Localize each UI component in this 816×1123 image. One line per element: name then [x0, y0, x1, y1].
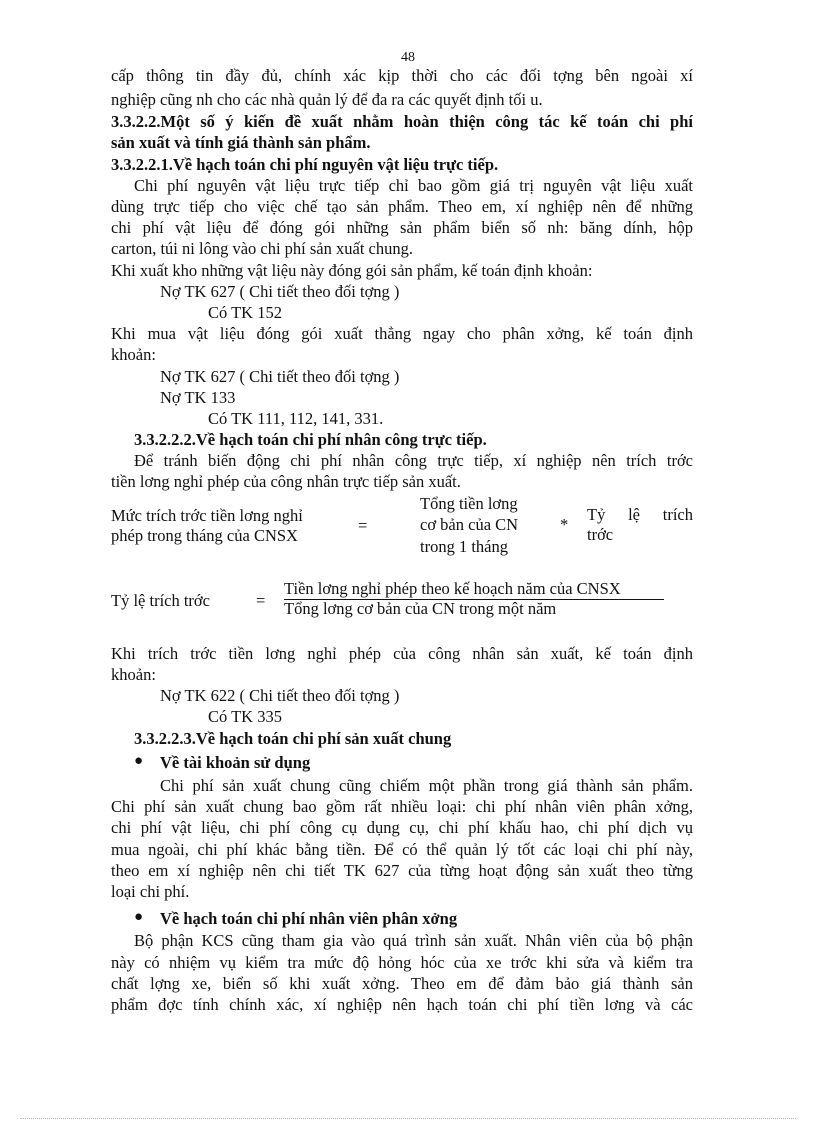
formula-term: trớc [587, 525, 614, 544]
journal-entry: Nợ TK 627 ( Chi tiết theo đối tợng ) [160, 367, 400, 386]
formula-term: cơ bản của CN [420, 515, 519, 534]
fraction-denominator: Tổng lơng cơ bản của CN trong một năm [284, 599, 557, 618]
text-line: chi phí vật liệu để đóng gói những sản phẩm biển số nh: băng dính, hộp [111, 218, 693, 237]
section-heading: sản xuất và tính giá thành sản phẩm. [111, 133, 371, 152]
text-line: theo em xí nghiệp nên chi tiết TK 627 của từng hoạt động sản xuất theo từng [111, 861, 693, 880]
section-heading: 3.3.2.2.Một số ý kiến đề xuất nhằm hoàn thiện công tác kế toán chi phí [111, 112, 693, 131]
text-line: Chi phí sản xuất chung cũng chiếm một phần trong giá thành sản phẩm. [160, 776, 693, 795]
subsection-heading: 3.3.2.2.1.Về hạch toán chi phí nguyên vật liệu trực tiếp. [111, 155, 499, 174]
text-line: này có nhiệm vụ kiểm tra mức độ hỏng hóc của xe trớc khi sửa và kiểm tra [111, 953, 693, 972]
text-line: chất lợng xe, biển số khi xuất xởng. Theo em để đảm bảo giá thành sản [111, 974, 693, 993]
journal-entry: Nợ TK 133 [160, 388, 236, 407]
text-line: Chi phí nguyên vật liệu trực tiếp chỉ bao gồm giá trị nguyên vật liệu xuất [134, 176, 693, 195]
multiply-sign: * [560, 515, 569, 534]
text-line: loại chi phí. [111, 882, 190, 901]
page-number: 48 [401, 50, 415, 65]
journal-entry: Nợ TK 627 ( Chi tiết theo đối tợng ) [160, 282, 400, 301]
text-line: nghiệp cũng nh cho các nhà quản lý để đa ra các quyết định tối u. [111, 90, 543, 109]
text-line: Chi phí sản xuất chung bao gồm rất nhiều loại: chi phí nhân viên phân xởng, [111, 797, 693, 816]
text-line: Để tránh biến động chi phí nhân công trực tiếp, xí nghiệp nên trích trớc [134, 451, 693, 470]
text-line: khoản: [111, 665, 156, 684]
text-line: dùng trực tiếp cho việc chế tạo sản phẩm. Theo em, xí nghiệp nên để những [111, 197, 693, 216]
text-line: cấp thông tin đầy đủ, chính xác kịp thời cho các đối tợng bên ngoài xí [111, 66, 693, 85]
subsection-heading: 3.3.2.2.2.Về hạch toán chi phí nhân công trực tiếp. [134, 430, 487, 449]
journal-entry: Có TK 335 [208, 707, 282, 726]
subsection-heading: 3.3.2.2.3.Về hạch toán chi phí sản xuất chung [134, 729, 452, 748]
page-bottom-border [20, 1118, 796, 1119]
journal-entry: Có TK 111, 112, 141, 331. [208, 409, 384, 428]
formula-term: trong 1 tháng [420, 537, 508, 556]
journal-entry: Có TK 152 [208, 303, 282, 322]
text-line: Bộ phận KCS cũng tham gia vào quá trình sản xuất. Nhân viên của bộ phận [134, 931, 693, 950]
text-line: carton, túi ni lông vào chi phí sản xuất chung. [111, 239, 413, 258]
bullet-heading: Về tài khoản sử dụng [160, 753, 311, 772]
bullet-icon: ● [134, 909, 144, 925]
bullet-icon: ● [134, 753, 144, 769]
formula-left: Tỷ lệ trích trớc [111, 591, 210, 610]
bullet-heading: Về hạch toán chi phí nhân viên phân xởng [160, 909, 458, 928]
formula-term: Tỷ lệ trích [587, 505, 693, 524]
journal-entry: Nợ TK 622 ( Chi tiết theo đối tợng ) [160, 686, 400, 705]
text-line: mua ngoài, chi phí khác bằng tiền. Để có thể quản lý tốt các loại chi phí này, [111, 840, 693, 859]
formula-left: Mức trích trớc tiền lơng nghỉ [111, 506, 303, 525]
text-line: tiền lơng nghỉ phép của công nhân trực tiếp sản xuất. [111, 472, 461, 491]
text-line: Khi xuất kho những vật liệu này đóng gói sản phẩm, kế toán định khoản: [111, 261, 593, 280]
text-line: khoản: [111, 345, 156, 364]
text-line: chi phí vật liệu, chi phí công cụ dụng cụ, chi phí khấu hao, chi phí dịch vụ [111, 818, 693, 837]
formula-left: phép trong tháng của CNSX [111, 526, 298, 545]
text-line: phẩm đợc tính chính xác, xí nghiệp nên hạch toán chi phí tiền lơng và các [111, 995, 693, 1014]
text-line: Khi mua vật liệu đóng gói xuất thẳng ngay cho phân xởng, kế toán định [111, 324, 693, 343]
equals-sign: = [358, 516, 368, 535]
equals-sign: = [256, 591, 266, 610]
text-line: Khi trích trớc tiền lơng nghỉ phép của công nhân sản xuất, kế toán định [111, 644, 693, 663]
formula-term: Tổng tiền lơng [420, 494, 518, 513]
fraction-numerator: Tiền lơng nghỉ phép theo kế hoạch năm của CNSX [284, 579, 621, 598]
